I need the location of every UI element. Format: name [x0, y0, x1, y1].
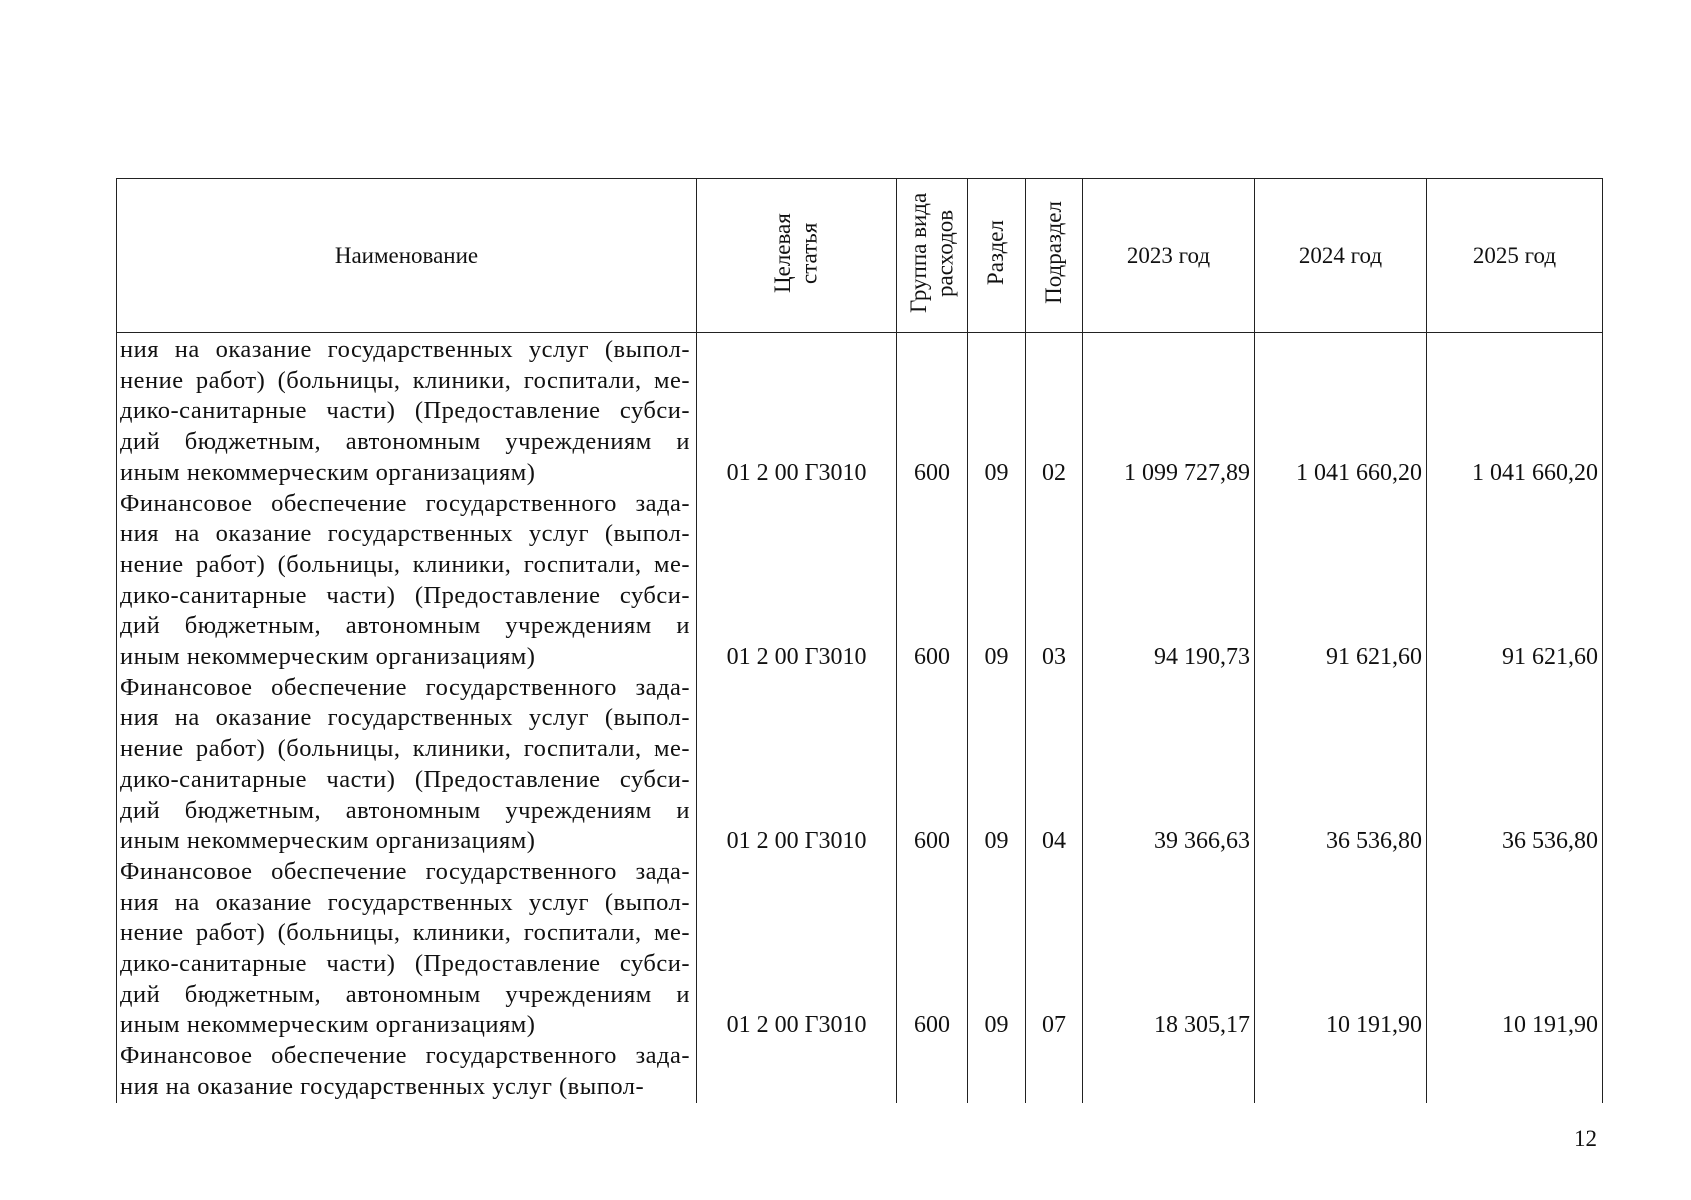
name-text-line: нение работ) (больницы, клиники, госпитали, ме- [120, 366, 690, 394]
cell-article: 01 2 00 Г3010 [726, 644, 867, 670]
cell-y2025: 10 191,90 [1502, 1012, 1598, 1039]
cell-subsection: 04 [1042, 828, 1066, 855]
cell-subsection: 03 [1042, 644, 1066, 670]
header-2025: 2025 год [1427, 179, 1603, 333]
name-text-line: ния на оказание государственных услуг (выпол- [120, 704, 690, 732]
year-2023-column [1083, 333, 1255, 1103]
budget-table [116, 178, 1603, 1103]
name-text-line: дий бюджетным, автономным учреждениям и [120, 428, 690, 456]
name-text-line: Финансовое обеспечение государственного зада- [120, 857, 690, 885]
cell-y2024: 91 621,60 [1326, 644, 1422, 670]
cell-subsection: 02 [1042, 459, 1066, 486]
name-text-line: ния на оказание государственных услуг (выпол- [120, 336, 690, 363]
cell-y2025: 36 536,80 [1502, 828, 1598, 855]
header-target-article [697, 179, 897, 333]
name-text-line: ния на оказание государственных услуг (выпол- [120, 1072, 645, 1100]
cell-y2024: 36 536,80 [1326, 828, 1422, 855]
name-text-line: дий бюджетным, автономным учреждениям и [120, 980, 690, 1008]
cell-article: 01 2 00 Г3010 [726, 828, 867, 855]
cell-y2024: 10 191,90 [1326, 1012, 1422, 1039]
table-header-row [117, 179, 1603, 333]
cell-y2023: 94 190,73 [1154, 644, 1250, 670]
table-body-row [117, 333, 1603, 1103]
name-text-line: дий бюджетным, автономным учреждениям и [120, 796, 690, 824]
expense-group-column [897, 333, 968, 1103]
name-text-line: дико-санитарные части) (Предоставление субси- [120, 765, 690, 793]
name-text-line: иным некоммерческим организациям) [120, 643, 536, 671]
name-text-line: Финансовое обеспечение государственного зада- [120, 1042, 690, 1070]
name-text-line: дико-санитарные части) (Предоставление субси- [120, 581, 690, 609]
header-section-label: Раздел [983, 219, 1009, 286]
name-text-line: нение работ) (больницы, клиники, госпитали, ме- [120, 919, 690, 947]
year-2024-column [1255, 333, 1427, 1103]
header-target-article-label: Целевая статья [770, 212, 822, 293]
cell-section: 09 [984, 644, 1009, 670]
name-text-line: нение работ) (больницы, клиники, госпитали, ме- [120, 550, 690, 578]
name-text-line: иным некоммерческим организациям) [120, 827, 536, 855]
section-column [968, 333, 1026, 1103]
cell-y2023: 39 366,63 [1154, 828, 1250, 855]
name-text-line: ния на оказание государственных услуг (выпол- [120, 520, 690, 548]
name-text-line: дико-санитарные части) (Предоставление субси- [120, 950, 690, 978]
header-subsection-label: Подраздел [1040, 201, 1066, 304]
article-column [697, 333, 897, 1103]
year-2025-column [1427, 333, 1603, 1103]
name-text-line: дико-санитарные части) (Предоставление субси- [120, 397, 690, 425]
cell-section: 09 [984, 459, 1009, 486]
header-section [968, 179, 1026, 333]
header-expense-group-label: Группа вида расходов [905, 192, 957, 313]
name-text-line: дий бюджетным, автономным учреждениям и [120, 612, 690, 640]
cell-group: 600 [914, 459, 950, 486]
name-cell [117, 333, 697, 1103]
cell-section: 09 [984, 828, 1009, 855]
name-text-line: иным некоммерческим организациям) [120, 1011, 536, 1039]
header-name: Наименование [117, 179, 697, 333]
cell-y2023: 18 305,17 [1154, 1012, 1250, 1039]
cell-y2023: 1 099 727,89 [1124, 459, 1250, 486]
header-expense-group [897, 179, 968, 333]
cell-group: 600 [914, 1012, 950, 1039]
cell-y2025: 91 621,60 [1502, 644, 1598, 670]
cell-section: 09 [984, 1012, 1009, 1039]
header-2023: 2023 год [1083, 179, 1255, 333]
cell-group: 600 [914, 644, 950, 670]
name-text-line: ния на оказание государственных услуг (выпол- [120, 888, 690, 916]
header-2024: 2024 год [1255, 179, 1427, 333]
cell-y2025: 1 041 660,20 [1472, 459, 1598, 486]
name-text-line: Финансовое обеспечение государственного зада- [120, 673, 690, 701]
cell-article: 01 2 00 Г3010 [726, 1012, 867, 1039]
cell-y2024: 1 041 660,20 [1296, 459, 1422, 486]
cell-group: 600 [914, 828, 950, 855]
subsection-column [1026, 333, 1083, 1103]
name-text-line: Финансовое обеспечение государственного зада- [120, 489, 690, 517]
name-text-line: иным некоммерческим организациям) [120, 458, 536, 486]
cell-article: 01 2 00 Г3010 [726, 459, 867, 486]
page-number: 12 [1574, 1126, 1597, 1151]
header-subsection [1026, 179, 1083, 333]
name-text-line: нение работ) (больницы, клиники, госпитали, ме- [120, 735, 690, 763]
cell-subsection: 07 [1042, 1012, 1066, 1039]
